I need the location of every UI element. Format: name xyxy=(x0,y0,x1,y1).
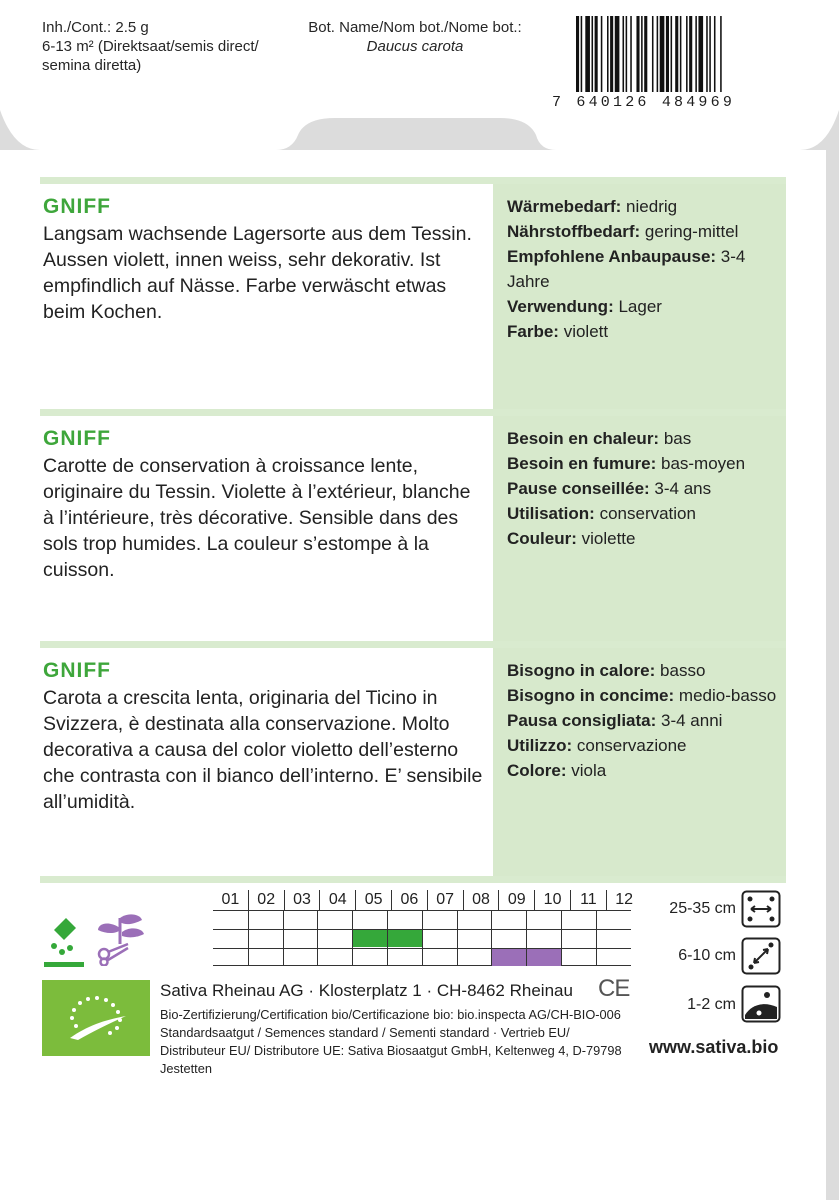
sowing-icon xyxy=(42,912,88,972)
calendar-gridline xyxy=(283,910,284,966)
property-row: Verwendung: Lager xyxy=(507,297,662,316)
sowing-depth-label: 1-2 cm xyxy=(687,996,736,1013)
sowing-depth-icon xyxy=(741,985,781,1023)
calendar-gridline xyxy=(457,910,458,966)
distribution-text: Standardsaatgut / Semences standard / Sementi standard · Vertrieb EU/ Distributeur EU/ Distributore UE: Sativa Biosaatgut GmbH, Keltenweg 4, D-79798 Jestetten xyxy=(160,1025,622,1076)
calendar-month-06: 06 xyxy=(391,890,427,910)
calendar-month-07: 07 xyxy=(427,890,463,910)
calendar-gridline xyxy=(248,910,249,966)
certification-text xyxy=(160,1006,636,1078)
botanical-name: Daucus carota xyxy=(366,38,464,55)
section-divider xyxy=(40,641,786,648)
botanical-info xyxy=(300,18,530,56)
barcode xyxy=(574,16,774,92)
calendar-month-03: 03 xyxy=(284,890,320,910)
website-link[interactable]: www.sativa.bio xyxy=(649,1037,779,1057)
barcode-digits: 7 640126 484969 xyxy=(552,94,736,111)
calendar-gridline xyxy=(561,910,562,966)
property-row: Pause conseillée: 3-4 ans xyxy=(507,479,712,498)
botanical-label: Bot. Name/Nom bot./Nome bot.: xyxy=(308,19,522,36)
property-row: Wärmebedarf: niedrig xyxy=(507,197,678,216)
harvest-period-cell xyxy=(492,949,526,966)
property-row: Utilisation: conservation xyxy=(507,504,696,523)
calendar-month-01: 01 xyxy=(221,891,240,908)
section-divider xyxy=(40,409,786,416)
section-italian xyxy=(40,641,786,876)
property-row: Pausa consigliata: 3-4 anni xyxy=(507,711,723,730)
bottom-divider xyxy=(40,876,786,883)
area-line-2: semina diretta) xyxy=(42,57,142,74)
sowing-calendar xyxy=(213,890,642,966)
variety-title: GNIFF xyxy=(43,659,111,682)
property-row: Utilizzo: conservazione xyxy=(507,736,687,755)
calendar-months xyxy=(213,890,642,910)
plant-spacing-label: 6-10 cm xyxy=(678,947,736,964)
row-spacing-label: 25-35 cm xyxy=(669,900,736,917)
properties-list xyxy=(507,658,787,783)
calendar-month-09: 09 xyxy=(498,890,534,910)
properties-list xyxy=(507,194,787,344)
calendar-month-10: 10 xyxy=(534,890,570,910)
section-french xyxy=(40,409,786,641)
property-row: Nährstoffbedarf: gering-mittel xyxy=(507,222,739,241)
harvest-icon xyxy=(94,910,148,966)
calendar-gridline xyxy=(596,910,597,966)
plant-spacing-icon xyxy=(741,937,781,975)
property-row: Couleur: violette xyxy=(507,529,636,548)
certification-line: Bio-Zertifizierung/Certification bio/Certificazione bio: bio.inspecta AG/CH-BIO-006 xyxy=(160,1007,621,1022)
calendar-month-11: 11 xyxy=(570,890,606,910)
calendar-gridline xyxy=(422,910,423,966)
calendar-month-04: 04 xyxy=(319,890,355,910)
property-row: Bisogno in calore: basso xyxy=(507,661,706,680)
property-row: Farbe: violett xyxy=(507,322,609,341)
property-row: Empfohlene Anbaupause: 3-4 Jahre xyxy=(507,247,746,291)
sowing-period-cell xyxy=(388,930,422,947)
company-address: Sativa Rheinau AG · Klosterplatz 1 · CH-8462 Rheinau xyxy=(160,981,573,1000)
calendar-gridline xyxy=(317,910,318,966)
variety-description: Carota a crescita lenta, originaria del Ticino in Svizzera, è destinata alla conservazione. Molto decorativa a causa del color violetto dell’esterno che contrasta con il bianco dell’interno. E’ sensibile all’umidità. xyxy=(43,687,483,813)
calendar-month-08: 08 xyxy=(463,890,499,910)
harvest-period-cell xyxy=(527,949,561,966)
property-row: Besoin en fumure: bas-moyen xyxy=(507,454,746,473)
calendar-month-05: 05 xyxy=(355,890,391,910)
property-row: Besoin en chaleur: bas xyxy=(507,429,692,448)
calendar-grid xyxy=(213,910,631,966)
content-label: Inh./Cont.: 2.5 g xyxy=(42,19,149,36)
properties-list xyxy=(507,426,787,551)
content-info xyxy=(42,18,259,75)
eu-organic-logo xyxy=(42,980,150,1056)
section-divider xyxy=(40,177,786,184)
ce-mark: CE xyxy=(598,975,630,1002)
section-german xyxy=(40,177,786,409)
variety-description: Langsam wachsende Lagersorte aus dem Tessin. Aussen violett, innen weiss, sehr dekorativ. Ist empfindlich auf Nässe. Farbe verwäscht etwas beim Kochen. xyxy=(43,223,472,323)
variety-title: GNIFF xyxy=(43,427,111,450)
calendar-month-12: 12 xyxy=(606,890,642,910)
sowing-period-cell xyxy=(353,930,387,947)
property-row: Bisogno in concime: medio-basso xyxy=(507,686,777,705)
variety-title: GNIFF xyxy=(43,195,111,218)
area-line-1: 6-13 m² (Direktsaat/semis direct/ xyxy=(42,38,259,55)
property-row: Colore: viola xyxy=(507,761,607,780)
variety-description: Carotte de conservation à croissance lente, originaire du Tessin. Violette à l’extérieur, blanche à l’intérieure, très décorative. Sensible dans des sols trop humides. La couleur s’estompe à la cuisson. xyxy=(43,455,471,581)
row-spacing-icon xyxy=(741,890,781,928)
calendar-month-02: 02 xyxy=(248,890,284,910)
